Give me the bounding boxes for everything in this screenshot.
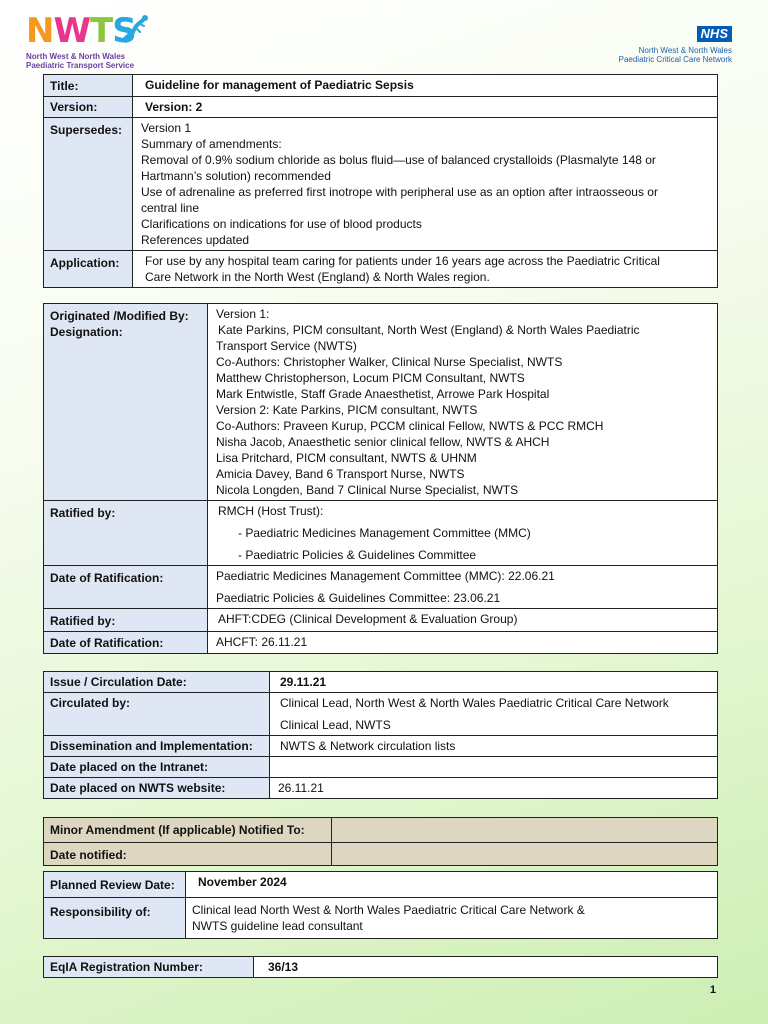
dissemination-row xyxy=(44,736,718,757)
application-row xyxy=(44,251,718,288)
supersedes-label: Supersedes: xyxy=(44,118,133,251)
date-notified-row xyxy=(44,843,718,866)
ratified-by-label-2: Ratified by: xyxy=(44,609,208,632)
version-value: Version: 2 xyxy=(133,97,718,118)
eqia-row xyxy=(44,957,718,978)
nwts-logo-letters: NWTS xyxy=(26,11,136,51)
circulated-by-value: Clinical Lead, North West & North Wales Paediatric Critical Care Network Clinical Lead, NWTS xyxy=(270,693,718,736)
responsibility-row xyxy=(44,898,718,939)
gecko-icon xyxy=(118,14,150,46)
intranet-date-row xyxy=(44,757,718,778)
nwts-logo xyxy=(26,11,156,70)
review-table xyxy=(43,871,718,939)
dissemination-label: Dissemination and Implementation: xyxy=(44,736,270,757)
minor-amendment-label: Minor Amendment (If applicable) Notified To: xyxy=(44,818,332,843)
application-value: For use by any hospital team caring for patients under 16 years age across the Paediatric Critical Care Network in the North West (England) & North Wales region. xyxy=(133,251,718,288)
circulation-table xyxy=(43,671,718,799)
date-of-ratification-label-1: Date of Ratification: xyxy=(44,566,208,609)
date-of-ratification-label-2: Date of Ratification: xyxy=(44,632,208,654)
date-of-ratification-value-1: Paediatric Medicines Management Committee (MMC): 22.06.21 Paediatric Policies & Guidelines Committee: 23.06.21 xyxy=(208,566,718,609)
version-label: Version: xyxy=(44,97,133,118)
intranet-date-label: Date placed on the Intranet: xyxy=(44,757,270,778)
minor-amendment-row xyxy=(44,818,718,843)
date-notified-label: Date notified: xyxy=(44,843,332,866)
minor-amendment-table xyxy=(43,817,718,866)
circulated-by-row xyxy=(44,693,718,736)
ratified-by-row-2 xyxy=(44,609,718,632)
website-date-label: Date placed on NWTS website: xyxy=(44,778,270,799)
ratified-by-row-1 xyxy=(44,501,718,566)
supersedes-value: Version 1 Summary of amendments: Removal of 0.9% sodium chloride as bolus fluid—use of balanced crystalloids (Plasmalyte 148 or Hartmann’s solution) recommended Use of adrenaline as preferred first inotrope with peripheral use as an option after intraosseous or central line Clarifications on indications for use of blood products References updated xyxy=(133,118,718,251)
version-row xyxy=(44,97,718,118)
nhs-logo xyxy=(572,26,732,64)
responsibility-label: Responsibility of: xyxy=(44,898,186,939)
nwts-logo-subtitle: North West & North Wales Paediatric Transport Service xyxy=(26,52,135,70)
nhs-badge: NHS xyxy=(697,26,732,42)
website-date-row xyxy=(44,778,718,799)
issue-date-row xyxy=(44,672,718,693)
ratified-by-value-2: AHFT:CDEG (Clinical Development & Evaluation Group) xyxy=(208,609,718,632)
minor-amendment-value xyxy=(332,818,718,843)
eqia-table xyxy=(43,956,718,978)
ratified-by-value-1: RMCH (Host Trust): - Paediatric Medicines Management Committee (MMC) - Paediatric Policies & Guidelines Committee xyxy=(208,501,718,566)
issue-date-label: Issue / Circulation Date: xyxy=(44,672,270,693)
title-row xyxy=(44,75,718,97)
responsibility-value: Clinical lead North West & North Wales Paediatric Critical Care Network & NWTS guideline lead consultant xyxy=(186,898,718,939)
title-value: Guideline for management of Paediatric Sepsis xyxy=(133,75,718,97)
ratification-table xyxy=(43,303,718,654)
originated-label: Originated /Modified By: Designation: xyxy=(44,304,208,501)
ratified-by-label-1: Ratified by: xyxy=(44,501,208,566)
nhs-logo-subtitle: North West & North Wales Paediatric Critical Care Network xyxy=(618,46,732,64)
application-label: Application: xyxy=(44,251,133,288)
supersedes-row xyxy=(44,118,718,251)
circulated-by-label: Circulated by: xyxy=(44,693,270,736)
planned-review-label: Planned Review Date: xyxy=(44,872,186,898)
page-number: 1 xyxy=(709,984,716,996)
originated-row xyxy=(44,304,718,501)
planned-review-value: November 2024 xyxy=(186,872,718,898)
dissemination-value: NWTS & Network circulation lists xyxy=(270,736,718,757)
title-label: Title: xyxy=(44,75,133,97)
planned-review-row xyxy=(44,872,718,898)
eqia-value: 36/13 xyxy=(254,957,718,978)
website-date-value: 26.11.21 xyxy=(270,778,718,799)
document-info-table xyxy=(43,74,718,288)
date-notified-value xyxy=(332,843,718,866)
intranet-date-value xyxy=(270,757,718,778)
originated-value: Version 1: Kate Parkins, PICM consultant, North West (England) & North Wales Paediatric Transport Service (NWTS) Co-Authors: Christopher Walker, Clinical Nurse Specialist, NWTS Matthew Christopherson, Locum PICM Consultant, NWTS Mark Entwistle, Staff Grade Anaesthetist, Arrowe Park Hospital Version 2: Kate Parkins, PICM consultant, NWTS Co-Authors: Praveen Kurup, PCCM clinical Fellow, NWTS & PCC RMCH Nisha Jacob, Anaesthetic senior clinical fellow, NWTS & AHCH Lisa Pritchard, PICM consultant, NWTS & UHNM Amicia Davey, Band 6 Transport Nurse, NWTS Nicola Longden, Band 7 Clinical Nurse Specialist, NWTS xyxy=(208,304,718,501)
date-of-ratification-value-2: AHCFT: 26.11.21 xyxy=(208,632,718,654)
date-of-ratification-row-1 xyxy=(44,566,718,609)
date-of-ratification-row-2 xyxy=(44,632,718,654)
eqia-label: EqIA Registration Number: xyxy=(44,957,254,978)
issue-date-value: 29.11.21 xyxy=(270,672,718,693)
